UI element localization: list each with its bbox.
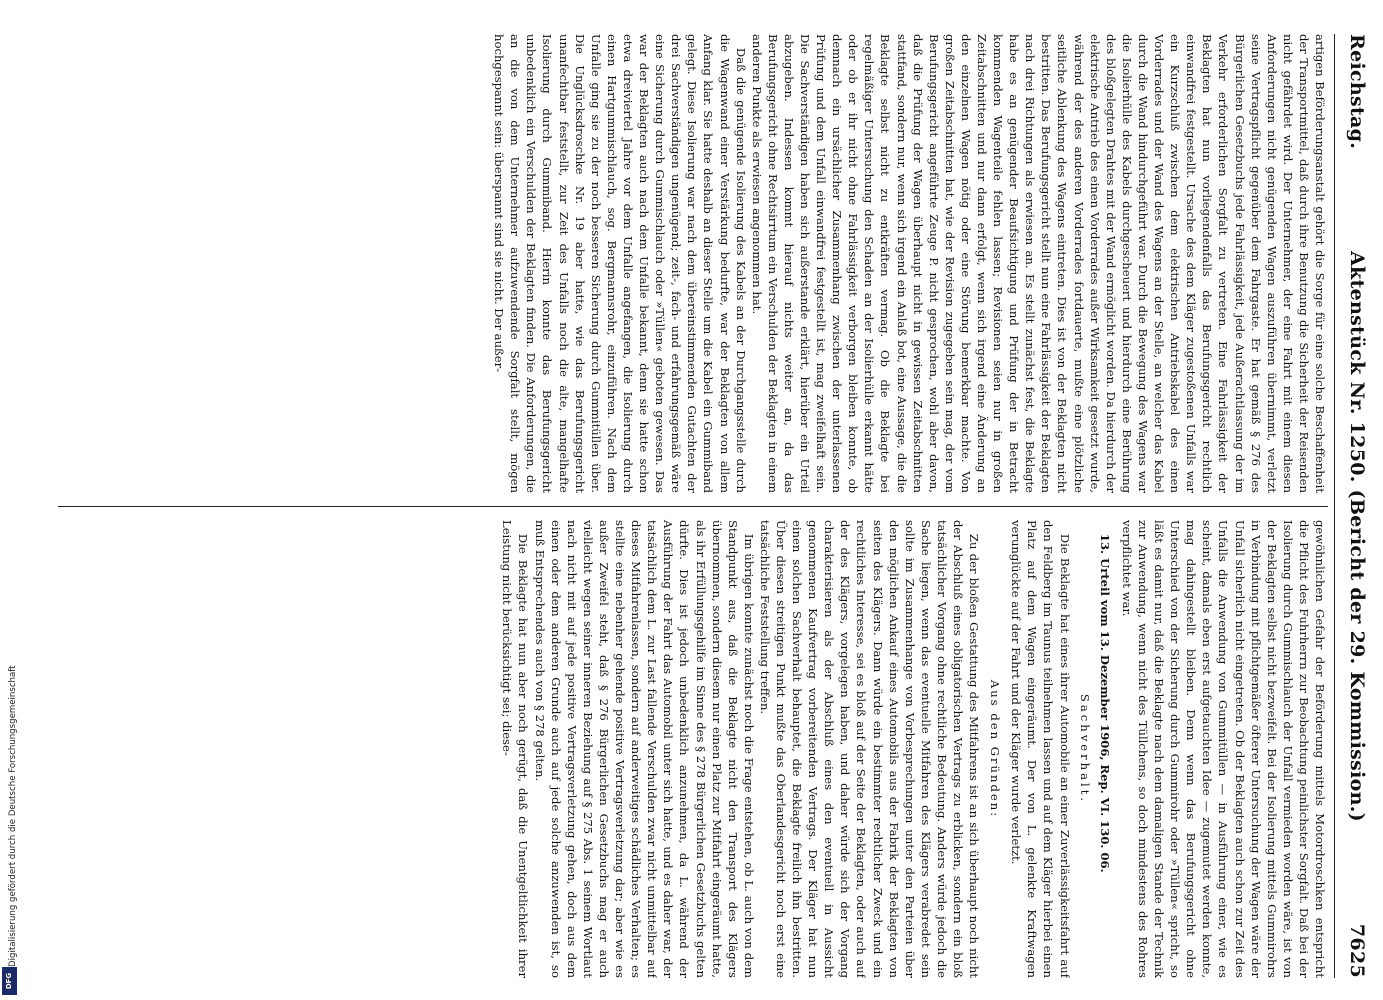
dfg-logo-text: DFG bbox=[5, 972, 14, 990]
right-paragraph-2: Die Beklagte hat eines ihrer Automobile an einer Zuverlässigkeitsfahrt auf den Feldberg im Taunus teilnehmen lassen und auf dem Kläger hierbei einen Platz auf dem Wagen eingeräumt. Der von L. gelenkte Kraftwagen verunglückte auf der Fahrt und der Kläger wurde verletzt. bbox=[1009, 520, 1072, 978]
sachverhalt-heading: Sachverhalt. bbox=[1077, 693, 1092, 805]
left-paragraph-1: artigen Beförderungsanstalt gehört die Sorge für eine solche Beschaffenheit der Transportmittel, daß durch ihre Benutzung die Sicherheit der Reisenden nicht gefährdet wird. Der Unternehmer, der eine Fahrt mit einem diesen Anforderungen nicht genügenden Wagen auszuführen übernimmt, verletzt seine Vertragspflicht gegenüber dem Fahrgaste. Er hat gemäß § 276 des Bürgerlichen Gesetzbuchs jede Fahrlässigkeit, jede Außerachtlassung der im Verkehr erforderlichen Sorgfalt zu vertreten. Eine Fahrlässigkeit der Beklagten hat nun vorliegendenfalls das Berufungsgericht rechtlich einwandfrei festgestellt. Ursache des dem Kläger zugestoßenen Unfalls war ein Kurzschluß zwischen dem elektrischen Antriebskabel des einen Vorderrades und der Wand des Wagens an der Stelle, an welcher das Kabel durch die Wand hindurchgeführt war. Durch die Bewegung des Wagens war die Isolierhülle des Kabels durchgescheuert und hierdurch eine Berührung des bloßgelegten Drahtes mit der Wand ermöglicht worden. Da hierdurch der elektrische Antrieb des einen Vorderrades außer Wirksamkeit gesetzt wurde, während der des anderen Vorderrades fortdauerte, mußte eine plötzliche seitliche Ablenkung des Wagens eintreten. Dies ist von der Beklagten nicht bestritten. Das Berufungsgericht stellt nun eine Fahrlässigkeit der Beklagten nach drei Richtungen als erwiesen an. Es stellt zunächst fest, die Beklagte habe es an genügender Beaufsichtigung und Prüfung der in Betracht kommenden Wagenteile fehlen lassen; Revisionen seien nur in großen Zeitabschnitten und nur dann erfolgt, wenn sich irgend eine Änderung an den einzelnen Wagen nötig oder eine Störung bemerkbar machte. Von großen Zeitabschnitten hat, wie der Revision zugegeben sein mag, der vom Berufungsgericht angeführte Zeuge P. nicht gesprochen, wohl aber davon, daß die Prüfung der Wagen überhaupt nicht in gewissen Zeitabschnitten stattfand, sondern nur, wenn sich irgend ein Anlaß bot, eine Aussage, die die Beklagte selbst nicht zu entkräften vermag. Ob die Beklagte bei regelmäßiger Untersuchung den Schaden an der Isolierhülle erkannt hätte oder ob er ihr nicht ohne Fahrlässigkeit verborgen bleiben konnte, ob demnach ein ursächlicher Zusammenhang zwischen der unterlassenen Prüfung und dem Unfall einwandfrei festgestellt ist, mag zweifelhaft sein. Die Sachverständigen haben sich außerstande erklärt, hierüber ein Urteil abzugeben. Indessen kommt hierauf nichts weiter an, da das Berufungsgericht ohne Rechtsirrtum ein Verschulden der Beklagten in einem anderen Punkte als erwiesen angenommen hat. bbox=[749, 34, 1327, 493]
right-paragraph-5: Die Beklagte hat nun aber noch gerügt, daß die Unentgeltlichkeit ihrer Leistung nicht berücksichtigt sei; diese- bbox=[500, 520, 531, 978]
digitization-text: Digitalisierung gefördert durch die Deutsche Forschungsgemeinschaft bbox=[8, 665, 18, 967]
right-paragraph-1: gewöhnlichen Gefahr der Beförderung mittels Motordroschken entspricht die Pflicht des Fuhrherrn zur Beobachtung peinlichster Sorgfalt. Daß bei der Isolierung durch Gummischlauch der Unfall vermieden worden wäre, ist von der Beklagten selbst nicht bezweifelt. Bei der Isolierung mittels Gummirohrs in Verbindung mit pflichtgemäßer öfterer Untersuchung der Wagen wäre der Unfall sicherlich nicht eingetreten. Ob der Beklagten auch schon zur Zeit des Unfalls die Anwendung von Gummitüllen — in Ausführung einer, wie es scheint, damals eben erst aufgetauchten Idee — zugemutet werden konnte, mag dahingestellt bleiben. Denn wenn das Berufungsgericht ohne Unterschied von der Sicherung durch Gummirohr oder »Tüllen« spricht, so läßt es damit nur, daß die Beklagte nach dem damaligen Stande der Technik zur Anwendung, wenn nicht des Tüllchens, so doch mindestens des Rohres verpflichtet war. bbox=[1119, 520, 1327, 978]
text-columns bbox=[58, 34, 1328, 978]
reasons-heading: Aus den Gründen: bbox=[988, 679, 1003, 819]
left-paragraph-2: Daß die genügende Isolierung des Kabels an der Durchgangsstelle durch die Wagenwand einer Verstärkung bedurfte, war der Beklagten von allem Anfang klar. Sie hatte deshalb an dieser Stelle um die Kabel ein Gummiband gelegt. Diese Isolierung war nach dem übereinstimmenden Gutachten der drei Sachverständigen ungenügend; zeit-, fach- und erfahrungsgemäß wäre eine Sicherung durch Gummischlauch oder »Tüllen« geboten gewesen. Das war der Beklagten auch nach dem Unfalle bekannt, denn sie hatte schon etwa dreiviertel Jahre vor dem Unfalle angefangen, die Isolierung durch einen Hartgummischlauch, sog. Bergmannsrohr, einzuführen. Nach dem Unfalle ging sie zu der noch besseren Sicherung durch Gummitüllen über. Die Unglücksdroschke Nr. 19 aber hatte, wie das Berufungsgericht unanfechtbar feststellt, zur Zeit des Unfalls noch die alte, mangelhafte Isolierung durch Gummiband. Hierin konnte das Berufungsgericht unbedenklich ein Verschulden der Beklagten finden. Die Anforderungen, die an die von dem Unternehmer aufzuwendende Sorgfalt stellt, mögen hochgespannt sein: überspannt sind sie nicht. Der außer- bbox=[492, 34, 748, 493]
judgment-heading: 13. Urteil vom 13. Dezember 1906, Rep. VI. 130. 06. bbox=[1097, 533, 1112, 873]
header-middle: Aktenstück Nr. 1250. (Bericht der 29. Kommission.) bbox=[1346, 251, 1368, 822]
right-column bbox=[58, 506, 1328, 978]
right-paragraph-4: Im übrigen konnte zunächst noch die Frage entstehen, ob L. auch von dem Standpunkt aus, daß die Beklagte nicht den Transport des Klägers übernommen, sondern diesem nur einen Platz zur Mitfahrt eingeräumt hatte, als ihr Erfüllungsgehilfe im Sinne des § 278 Bürgerlichen Gesetzbuchs gelten dürfte. Dies ist jedoch unbedenklich anzunehmen, da L. während der Ausführung der Fahrt das Automobil unter sich hatte, und es daher war, der tatsächlich dem L. zur Last fallende Verschulden zwar nicht unmittelbar auf dieses Mitfahrenlassen, sondern auf anderweitiges schädliches Verhalten; es stellte eine nebenher gehende positive Vertragsverletzung dar; aber wie es außer Zweifel steht, daß § 276 Bürgerlichen Gesetzbuchs mag er auch vielleicht wegen seiner inneren Beziehung auf § 275 Abs. 1 seinem Wortlaut nach nicht mit auf jede positive Vertragsverletzung gehen, doch aus dem einen oder dem anderen Grunde auch auf jede solche anzuwenden ist, so muß Entsprechendes auch von § 278 gelten. bbox=[532, 520, 756, 978]
right-paragraph-3: Zu der bloßen Gestattung des Mitfahrens ist an sich überhaupt noch nicht der Abschluß eines obligatorischen Vertrags zu erblicken, sondern ein bloß tatsächlicher Vorgang ohne rechtliche Bedeutung. Anders würde jedoch die Sache liegen, wenn das eventuelle Mitfahren des Klägers verabredet sein sollte im Zusammenhange von Vorbesprechungen unter den Parteien über den möglichen Ankauf eines Automobils aus der Fabrik der Beklagten von seiten des Klägers. Dann würde ein bestimmter rechtlicher Zweck und ein rechtliches Interesse, sei es bloß auf der Seite der Beklagten, oder auch auf der des Klägers, vorgelegen haben, und daher würde sich der Vorgang charakterisieren als der Abschluß eines den eventuell in Aussicht genommenen Kaufvertrag vorbereitenden Vertrags. Der Kläger hat nun einen solchen Sachverhalt behauptet, die Beklagte freilich ihn bestritten. Über diesen streitigen Punkt mußte das Oberlandesgericht noch erst eine tatsächliche Feststellung treffen. bbox=[757, 520, 982, 978]
page-number: 7625 bbox=[1346, 923, 1368, 978]
page-header bbox=[1334, 34, 1368, 978]
header-left: Reichstag. bbox=[1346, 34, 1368, 150]
left-column bbox=[58, 34, 1328, 506]
